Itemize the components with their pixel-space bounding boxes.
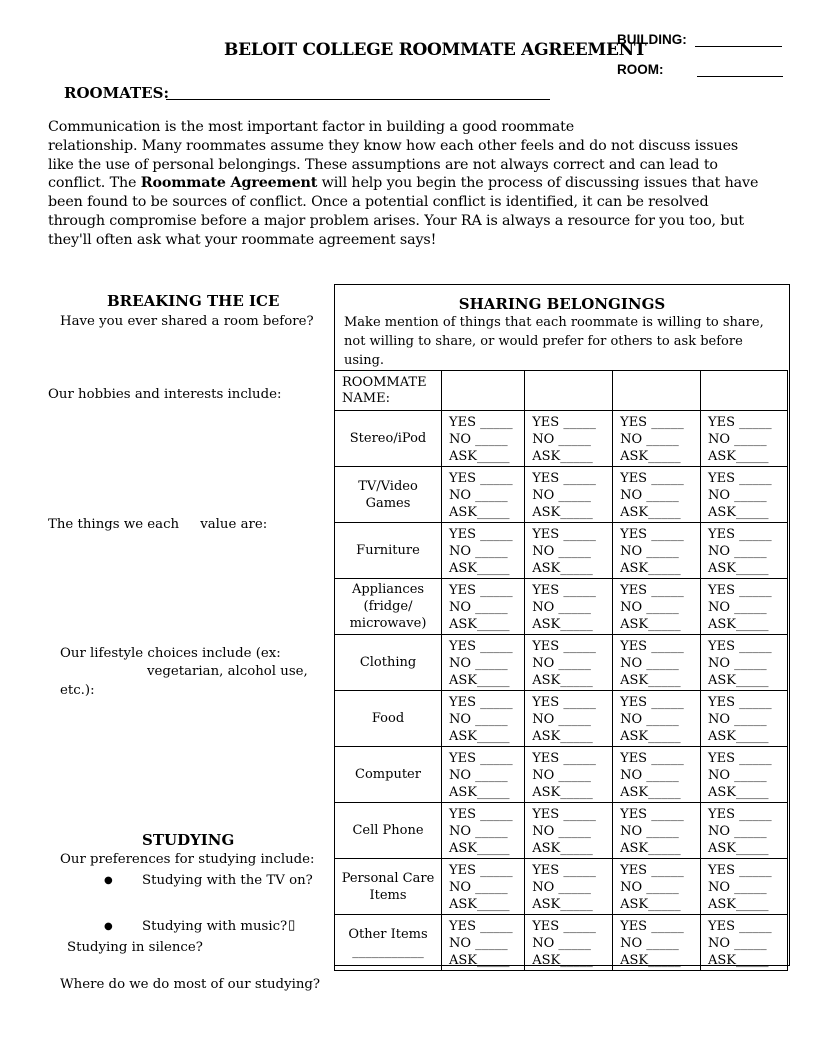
option-yes[interactable]: YES _____ (449, 695, 513, 710)
option-yes[interactable]: YES _____ (449, 527, 513, 542)
share-option-cell[interactable] (525, 411, 613, 467)
option-no[interactable]: NO _____ (449, 768, 508, 783)
option-no[interactable]: NO _____ (449, 824, 508, 839)
ice-question-1: Have you ever shared a room before? (60, 314, 314, 329)
intro-text-b: will help you begin the process of discussing issues that have been found to be sources of conflict. Once a potential conflict is identified, it can be resolved through compromise before a major problem arises. Your RA is always a resource for you too, but they'll often ask what your roommate agreement says! (48, 175, 759, 248)
intro-line-1: Communication is the most important factor in building a good roommate (48, 119, 575, 135)
share-option-cell[interactable] (701, 411, 788, 467)
option-yes[interactable]: YES _____ (532, 639, 596, 654)
sharing-table (334, 370, 788, 971)
table-row (335, 467, 788, 523)
option-ask[interactable]: ASK_____ (708, 897, 769, 912)
option-yes[interactable]: YES _____ (449, 919, 513, 934)
option-ask[interactable]: ASK_____ (532, 729, 593, 744)
roommates-field[interactable] (166, 99, 550, 100)
option-yes[interactable]: YES _____ (620, 527, 684, 542)
share-option-cell[interactable] (613, 859, 701, 915)
option-yes[interactable]: YES _____ (449, 863, 513, 878)
option-yes[interactable]: YES _____ (449, 807, 513, 822)
option-yes[interactable]: YES _____ (708, 471, 772, 486)
option-yes[interactable]: YES _____ (708, 639, 772, 654)
option-ask[interactable]: ASK_____ (620, 785, 681, 800)
share-option-cell[interactable] (613, 411, 701, 467)
share-option-cell[interactable] (525, 915, 613, 971)
option-no[interactable]: NO _____ (620, 824, 679, 839)
share-option-cell[interactable] (442, 635, 525, 691)
option-yes[interactable]: YES _____ (620, 695, 684, 710)
option-yes[interactable]: YES _____ (532, 583, 596, 598)
option-ask[interactable]: ASK_____ (708, 617, 769, 632)
option-no[interactable]: NO _____ (620, 712, 679, 727)
option-no[interactable]: NO _____ (449, 656, 508, 671)
option-no[interactable]: NO _____ (532, 824, 591, 839)
option-yes[interactable]: YES _____ (532, 919, 596, 934)
item-label: Food (335, 691, 442, 747)
option-yes[interactable]: YES _____ (449, 415, 513, 430)
item-label: Cell Phone (335, 803, 442, 859)
option-yes[interactable]: YES _____ (532, 807, 596, 822)
option-no[interactable]: NO _____ (449, 880, 508, 895)
room-label: ROOM: (617, 62, 664, 77)
option-ask[interactable]: ASK_____ (532, 785, 593, 800)
option-yes[interactable]: YES _____ (620, 471, 684, 486)
table-row (335, 915, 788, 971)
share-option-cell[interactable] (525, 691, 613, 747)
share-option-cell[interactable] (701, 747, 788, 803)
studying-bullet-3: Studying in silence? (67, 940, 203, 955)
roommate-name-cell[interactable] (701, 371, 788, 411)
ice-question-3: The things we each value are: (48, 517, 268, 532)
option-yes[interactable]: YES _____ (620, 415, 684, 430)
option-ask[interactable]: ASK_____ (449, 729, 510, 744)
share-option-cell[interactable] (525, 579, 613, 635)
item-label: Furniture (335, 523, 442, 579)
option-no[interactable]: NO _____ (620, 880, 679, 895)
share-option-cell[interactable] (613, 467, 701, 523)
share-option-cell[interactable] (613, 579, 701, 635)
option-ask[interactable]: ASK_____ (620, 841, 681, 856)
option-ask[interactable]: ASK_____ (620, 897, 681, 912)
option-ask[interactable]: ASK_____ (708, 841, 769, 856)
option-ask[interactable]: ASK_____ (708, 953, 769, 968)
option-ask[interactable]: ASK_____ (449, 785, 510, 800)
ice-question-2: Our hobbies and interests include: (48, 387, 282, 402)
share-option-cell[interactable] (613, 691, 701, 747)
option-yes[interactable]: YES _____ (708, 695, 772, 710)
option-no[interactable]: NO _____ (620, 544, 679, 559)
building-field[interactable] (695, 46, 782, 47)
item-label: Computer (335, 747, 442, 803)
option-no[interactable]: NO _____ (708, 712, 767, 727)
option-no[interactable]: NO _____ (449, 600, 508, 615)
table-row (335, 635, 788, 691)
bullet-icon: ● (104, 921, 113, 932)
share-option-cell[interactable] (701, 467, 788, 523)
option-yes[interactable]: YES _____ (708, 807, 772, 822)
option-no[interactable]: NO _____ (532, 880, 591, 895)
option-no[interactable]: NO _____ (708, 432, 767, 447)
option-ask[interactable]: ASK_____ (532, 449, 593, 464)
ice-question-4b: vegetarian, alcohol use, (147, 664, 308, 679)
option-no[interactable]: NO _____ (708, 600, 767, 615)
option-no[interactable]: NO _____ (449, 712, 508, 727)
option-no[interactable]: NO _____ (708, 880, 767, 895)
share-option-cell[interactable] (525, 859, 613, 915)
item-label: Clothing (335, 635, 442, 691)
option-ask[interactable]: ASK_____ (620, 953, 681, 968)
option-ask[interactable]: ASK_____ (449, 617, 510, 632)
option-no[interactable]: NO _____ (532, 712, 591, 727)
option-yes[interactable]: YES _____ (708, 919, 772, 934)
share-option-cell[interactable] (525, 467, 613, 523)
sharing-belongings-box (334, 284, 790, 966)
intro-bold: Roommate Agreement (140, 175, 318, 192)
studying-bullet-1: Studying with the TV on? (142, 873, 313, 888)
share-option-cell[interactable] (442, 523, 525, 579)
option-ask[interactable]: ASK_____ (532, 561, 593, 576)
roommate-name-cell[interactable] (442, 371, 525, 411)
option-no[interactable]: NO _____ (532, 768, 591, 783)
share-option-cell[interactable] (442, 915, 525, 971)
option-no[interactable]: NO _____ (620, 936, 679, 951)
option-yes[interactable]: YES _____ (532, 471, 596, 486)
option-no[interactable]: NO _____ (708, 656, 767, 671)
sharing-title: SHARING BELONGINGS (458, 295, 666, 313)
room-field[interactable] (697, 76, 783, 77)
item-label: Personal Care Items (335, 859, 442, 915)
option-ask[interactable]: ASK_____ (708, 785, 769, 800)
option-yes[interactable]: YES _____ (708, 415, 772, 430)
option-no[interactable]: NO _____ (449, 544, 508, 559)
table-header-row (335, 371, 788, 411)
option-no[interactable]: NO _____ (620, 488, 679, 503)
option-yes[interactable]: YES _____ (449, 471, 513, 486)
table-row (335, 691, 788, 747)
option-no[interactable]: NO _____ (708, 936, 767, 951)
intro-body (48, 137, 768, 250)
bullet-icon: ● (104, 875, 113, 886)
option-ask[interactable]: ASK_____ (449, 841, 510, 856)
share-option-cell[interactable] (613, 523, 701, 579)
ice-question-4c: etc.): (60, 683, 95, 698)
option-yes[interactable]: YES _____ (449, 639, 513, 654)
item-label: Other Items ___________ (335, 915, 442, 971)
option-yes[interactable]: YES _____ (620, 583, 684, 598)
share-option-cell[interactable] (525, 747, 613, 803)
option-no[interactable]: NO _____ (532, 656, 591, 671)
building-label: BUILDING: (617, 32, 687, 47)
option-ask[interactable]: ASK_____ (532, 673, 593, 688)
option-yes[interactable]: YES _____ (708, 751, 772, 766)
option-no[interactable]: NO _____ (532, 488, 591, 503)
option-no[interactable]: NO _____ (532, 544, 591, 559)
option-no[interactable]: NO _____ (449, 488, 508, 503)
studying-where: Where do we do most of our studying? (60, 977, 321, 992)
option-no[interactable]: NO _____ (620, 656, 679, 671)
option-ask[interactable]: ASK_____ (620, 729, 681, 744)
option-ask[interactable]: ASK_____ (708, 561, 769, 576)
option-ask[interactable]: ASK_____ (620, 449, 681, 464)
studying-intro: Our preferences for studying include: (60, 852, 315, 867)
option-no[interactable]: NO _____ (620, 432, 679, 447)
option-ask[interactable]: ASK_____ (449, 505, 510, 520)
option-yes[interactable]: YES _____ (532, 415, 596, 430)
option-yes[interactable]: YES _____ (708, 863, 772, 878)
option-ask[interactable]: ASK_____ (708, 505, 769, 520)
table-row (335, 579, 788, 635)
option-ask[interactable]: ASK_____ (620, 673, 681, 688)
option-ask[interactable]: ASK_____ (708, 729, 769, 744)
share-option-cell[interactable] (613, 747, 701, 803)
option-yes[interactable]: YES _____ (449, 583, 513, 598)
option-yes[interactable]: YES _____ (620, 807, 684, 822)
option-ask[interactable]: ASK_____ (532, 505, 593, 520)
share-option-cell[interactable] (701, 579, 788, 635)
share-option-cell[interactable] (442, 803, 525, 859)
share-option-cell[interactable] (442, 859, 525, 915)
share-option-cell[interactable] (442, 747, 525, 803)
share-option-cell[interactable] (613, 635, 701, 691)
option-ask[interactable]: ASK_____ (449, 897, 510, 912)
item-label: Stereo/iPod (335, 411, 442, 467)
share-option-cell[interactable] (442, 411, 525, 467)
table-row (335, 859, 788, 915)
option-no[interactable]: NO _____ (708, 768, 767, 783)
intro-paragraph (48, 118, 768, 250)
share-option-cell[interactable] (701, 803, 788, 859)
share-option-cell[interactable] (613, 915, 701, 971)
option-yes[interactable]: YES _____ (620, 919, 684, 934)
option-ask[interactable]: ASK_____ (449, 673, 510, 688)
share-option-cell[interactable] (442, 579, 525, 635)
option-ask[interactable]: ASK_____ (708, 673, 769, 688)
table-row (335, 803, 788, 859)
option-yes[interactable]: YES _____ (708, 583, 772, 598)
table-row (335, 747, 788, 803)
ice-question-4a: Our lifestyle choices include (ex: (60, 646, 281, 661)
table-row (335, 523, 788, 579)
option-no[interactable]: NO _____ (620, 768, 679, 783)
option-yes[interactable]: YES _____ (620, 863, 684, 878)
option-ask[interactable]: ASK_____ (620, 505, 681, 520)
option-no[interactable]: NO _____ (708, 544, 767, 559)
share-option-cell[interactable] (701, 859, 788, 915)
option-ask[interactable]: ASK_____ (708, 449, 769, 464)
option-no[interactable]: NO _____ (708, 824, 767, 839)
option-no[interactable]: NO _____ (449, 432, 508, 447)
breaking-ice-heading: BREAKING THE ICE (107, 292, 280, 310)
checkbox-icon: ▯ (288, 918, 296, 933)
studying-heading: STUDYING (142, 831, 235, 849)
roommate-name-header: ROOMMATE NAME: (335, 371, 442, 411)
option-yes[interactable]: YES _____ (620, 751, 684, 766)
roommate-name-cell[interactable] (525, 371, 613, 411)
option-yes[interactable]: YES _____ (532, 863, 596, 878)
roommate-name-cell[interactable] (613, 371, 701, 411)
option-ask[interactable]: ASK_____ (449, 561, 510, 576)
option-yes[interactable]: YES _____ (620, 639, 684, 654)
option-ask[interactable]: ASK_____ (532, 897, 593, 912)
share-option-cell[interactable] (613, 803, 701, 859)
option-yes[interactable]: YES _____ (532, 695, 596, 710)
option-ask[interactable]: ASK_____ (449, 953, 510, 968)
studying-bullet-2: Studying with music? (142, 919, 288, 934)
option-ask[interactable]: ASK_____ (532, 841, 593, 856)
option-no[interactable]: NO _____ (532, 600, 591, 615)
option-ask[interactable]: ASK_____ (449, 449, 510, 464)
option-ask[interactable]: ASK_____ (532, 953, 593, 968)
option-ask[interactable]: ASK_____ (620, 561, 681, 576)
option-yes[interactable]: YES _____ (532, 527, 596, 542)
option-ask[interactable]: ASK_____ (620, 617, 681, 632)
item-label: TV/Video Games (335, 467, 442, 523)
share-option-cell[interactable] (525, 635, 613, 691)
option-no[interactable]: NO _____ (532, 936, 591, 951)
share-option-cell[interactable] (442, 691, 525, 747)
sharing-description: Make mention of things that each roommate is willing to share, not willing to share, or would prefer for others to ask before using. (344, 315, 764, 368)
share-option-cell[interactable] (525, 523, 613, 579)
option-no[interactable]: NO _____ (449, 936, 508, 951)
roommates-label: ROOMATES: (64, 84, 169, 102)
share-option-cell[interactable] (701, 635, 788, 691)
option-yes[interactable]: YES _____ (708, 527, 772, 542)
table-row (335, 411, 788, 467)
share-option-cell[interactable] (701, 915, 788, 971)
option-ask[interactable]: ASK_____ (532, 617, 593, 632)
item-label: Appliances (fridge/ microwave) (335, 579, 442, 635)
option-no[interactable]: NO _____ (620, 600, 679, 615)
option-yes[interactable]: YES _____ (449, 751, 513, 766)
share-option-cell[interactable] (701, 523, 788, 579)
option-no[interactable]: NO _____ (532, 432, 591, 447)
share-option-cell[interactable] (525, 803, 613, 859)
page-title: BELOIT COLLEGE ROOMMATE AGREEMENT (224, 40, 647, 60)
share-option-cell[interactable] (701, 691, 788, 747)
share-option-cell[interactable] (442, 467, 525, 523)
intro-text-a: relationship. Many roommates assume they know how each other feels and do not discuss issues like the use of personal belongings. These assumptions are not always correct and can lead to conflict. The (48, 137, 739, 192)
option-no[interactable]: NO _____ (708, 488, 767, 503)
option-yes[interactable]: YES _____ (532, 751, 596, 766)
